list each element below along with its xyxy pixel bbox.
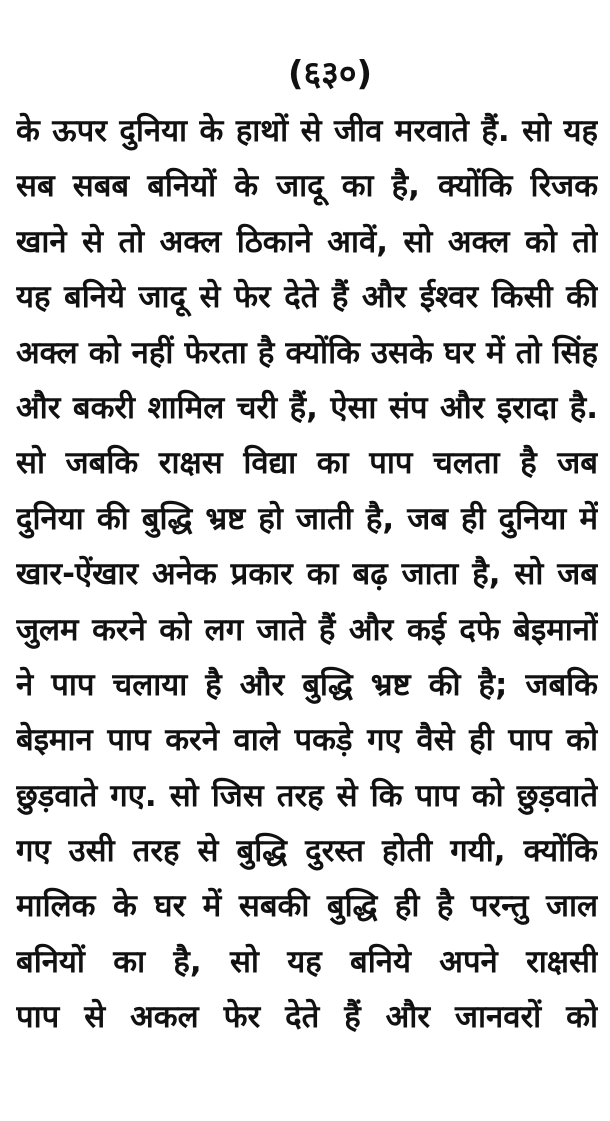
text-line: मालिक के घर में सबकी बुद्धि ही है परन्तु जाल bbox=[16, 888, 598, 925]
text-line: और बकरी शामिल चरी हैं, ऐसा संप और इरादा है. bbox=[16, 389, 598, 426]
text-line: के ऊपर दुनिया के हाथों से जीव मरवाते हैं. सो यह bbox=[16, 113, 598, 149]
text-line: बेइमान पाप करने वाले पकड़े गए वैसे ही पाप को bbox=[16, 722, 598, 759]
text-line: छुड़वाते गए. सो जिस तरह से कि पाप को छुड़वाते bbox=[16, 777, 598, 814]
page-number: (६३०) bbox=[287, 54, 373, 94]
text-line: सब सबब बनियों के जादू का है, क्योंकि रिजक bbox=[16, 168, 598, 205]
text-line: यह बनिये जादू से फेर देते हैं और ईश्वर किसी की bbox=[16, 279, 598, 316]
text-line: अक्ल को नहीं फेरता है क्योंकि उसके घर में तो सिंह bbox=[16, 334, 598, 371]
text-line: खाने से तो अक्ल ठिकाने आवें, सो अक्ल को तो bbox=[16, 223, 598, 260]
text-line: सो जबकि राक्षस विद्या का पाप चलता है जब bbox=[16, 445, 598, 482]
text-line: ने पाप चलाया है और बुद्धि भ्रष्ट की है; जबकि bbox=[16, 666, 598, 703]
text-line: बनियों का है, सो यह बनिये अपने राक्षसी bbox=[16, 943, 598, 980]
body-text bbox=[16, 104, 598, 1046]
text-line: पाप से अकल फेर देते हैं और जानवरों को bbox=[16, 999, 598, 1036]
text-line: गए उसी तरह से बुद्धि दुरस्त होती गयी, क्योंकि bbox=[16, 833, 598, 870]
text-line: दुनिया की बुद्धि भ्रष्ट हो जाती है, जब ही दुनिया में bbox=[16, 500, 598, 537]
text-line: खार-ऐंखार अनेक प्रकार का बढ़ जाता है, सो जब bbox=[16, 556, 598, 593]
text-line: जुलम करने को लग जाते हैं और कई दफे बेइमानों bbox=[16, 611, 598, 648]
